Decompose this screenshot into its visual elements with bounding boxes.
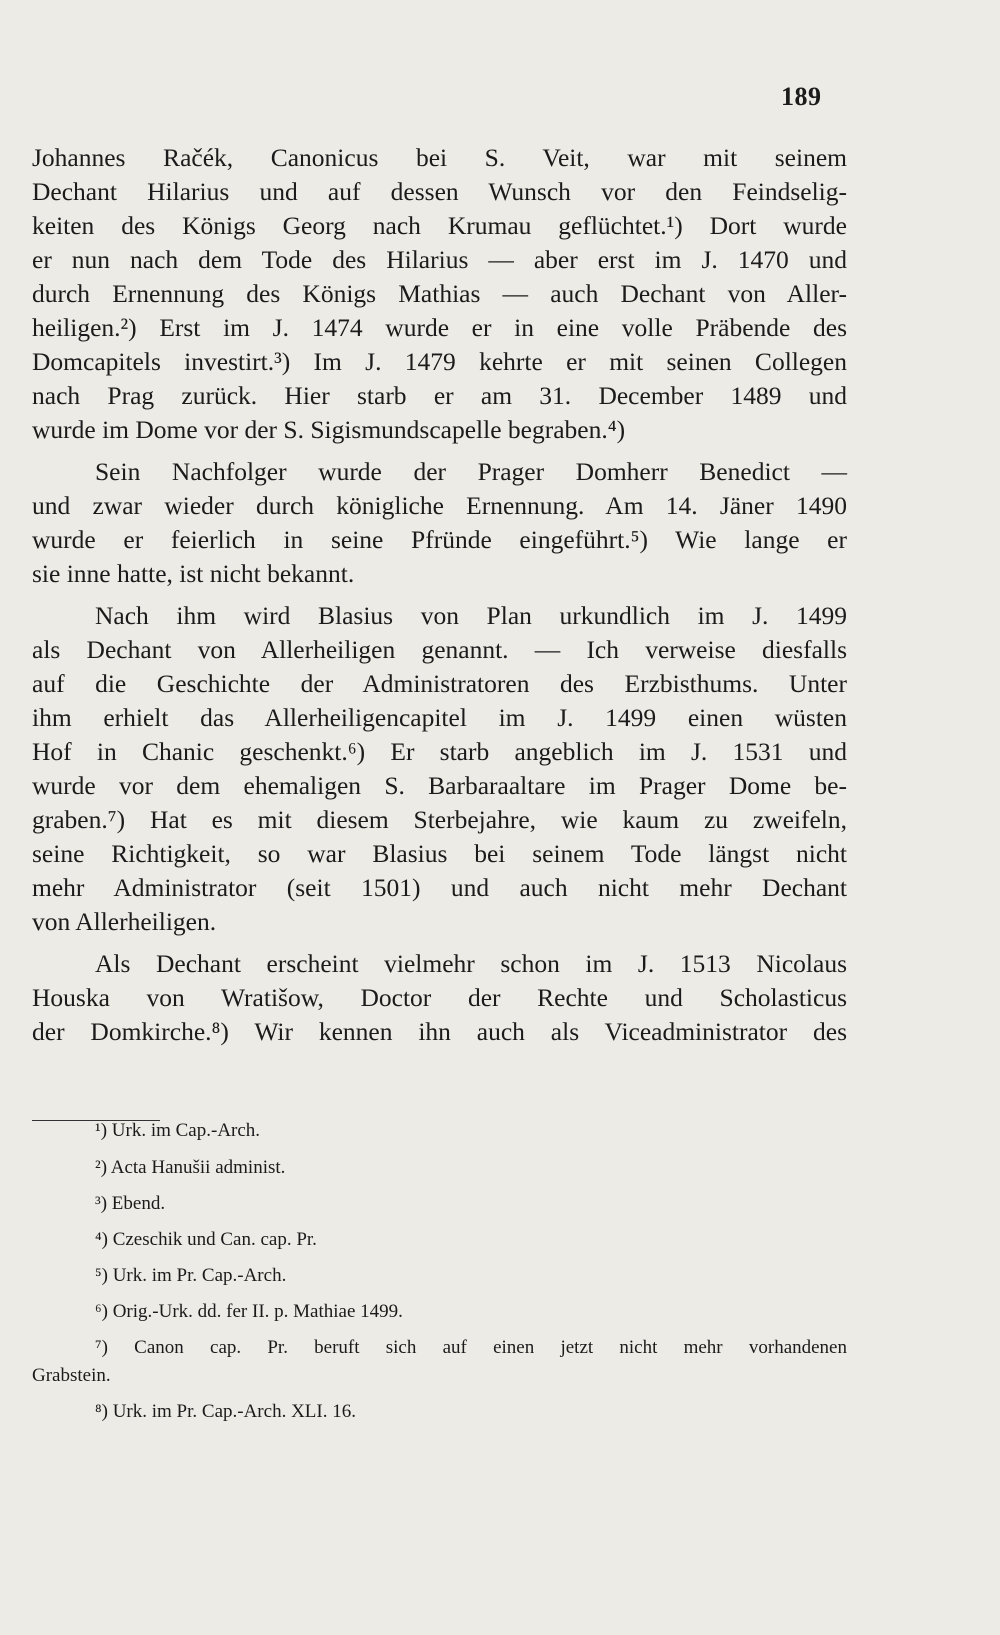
text-line: Sein Nachfolger wurde der Prager Domherr Benedict — <box>95 457 847 486</box>
footnote: ³) Ebend. <box>95 1193 166 1214</box>
text-line: keiten des Königs Georg nach Krumau geflüchtet.¹) Dort wurde <box>32 211 847 240</box>
footnote: ⁵) Urk. im Pr. Cap.-Arch. <box>95 1265 287 1286</box>
text-line: seine Richtigkeit, so war Blasius bei seinem Tode längst nicht <box>32 839 847 868</box>
footnote-continuation: Grabstein. <box>32 1365 111 1386</box>
text-line: und zwar wieder durch königliche Ernennung. Am 14. Jäner 1490 <box>32 491 847 520</box>
text-line: Dechant Hilarius und auf dessen Wunsch vor den Feindselig- <box>32 177 847 206</box>
text-line: von Allerheiligen. <box>32 907 217 936</box>
footnote: ⁴) Czeschik und Can. cap. Pr. <box>95 1229 317 1250</box>
footnote: ¹) Urk. im Cap.-Arch. <box>95 1120 261 1141</box>
text-line: wurde vor dem ehemaligen S. Barbaraaltare im Prager Dome be- <box>32 771 847 800</box>
text-line: Als Dechant erscheint vielmehr schon im J. 1513 Nicolaus <box>95 949 847 978</box>
footnote: ²) Acta Hanušii administ. <box>95 1157 286 1178</box>
page-number: 189 <box>781 82 822 111</box>
text-line: als Dechant von Allerheiligen genannt. — Ich verweise diesfalls <box>32 635 847 664</box>
text-line: nach Prag zurück. Hier starb er am 31. December 1489 und <box>32 381 847 410</box>
text-line: Nach ihm wird Blasius von Plan urkundlich im J. 1499 <box>95 601 847 630</box>
text-line: Johannes Račék, Canonicus bei S. Veit, war mit seinem <box>32 143 847 172</box>
text-line: auf die Geschichte der Administratoren des Erzbisthums. Unter <box>32 669 847 698</box>
text-line: durch Ernennung des Königs Mathias — auch Dechant von Aller- <box>32 279 847 308</box>
text-line: Hof in Chanic geschenkt.⁶) Er starb angeblich im J. 1531 und <box>32 737 847 766</box>
text-line: mehr Administrator (seit 1501) und auch nicht mehr Dechant <box>32 873 847 902</box>
text-line: Domcapitels investirt.³) Im J. 1479 kehrte er mit seinen Collegen <box>32 347 847 376</box>
text-line: ihm erhielt das Allerheiligencapitel im J. 1499 einen wüsten <box>32 703 847 732</box>
text-line: wurde im Dome vor der S. Sigismundscapelle begraben.⁴) <box>32 415 626 444</box>
footnote: ⁶) Orig.-Urk. dd. fer II. p. Mathiae 1499. <box>95 1301 403 1322</box>
footnote: ⁸) Urk. im Pr. Cap.-Arch. XLI. 16. <box>95 1401 356 1422</box>
text-line: der Domkirche.⁸) Wir kennen ihn auch als Viceadministrator des <box>32 1017 847 1046</box>
text-line: heiligen.²) Erst im J. 1474 wurde er in eine volle Präbende des <box>32 313 847 342</box>
text-line: wurde er feierlich in seine Pfründe eingeführt.⁵) Wie lange er <box>32 525 847 554</box>
text-line: er nun nach dem Tode des Hilarius — aber erst im J. 1470 und <box>32 245 847 274</box>
footnote: ⁷) Canon cap. Pr. beruft sich auf einen jetzt nicht mehr vorhandenen <box>95 1337 847 1358</box>
text-line: Houska von Wratišow, Doctor der Rechte und Scholasticus <box>32 983 847 1012</box>
text-line: sie inne hatte, ist nicht bekannt. <box>32 559 355 588</box>
text-line: graben.⁷) Hat es mit diesem Sterbejahre, wie kaum zu zweifeln, <box>32 805 847 834</box>
